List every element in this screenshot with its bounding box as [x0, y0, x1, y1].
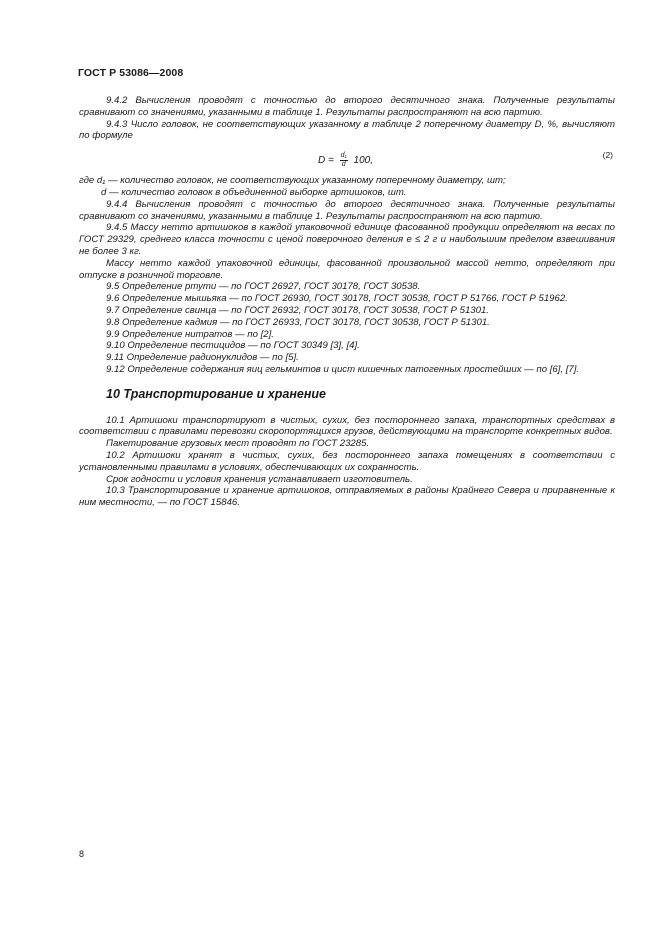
formula-numerator: d₁ [340, 152, 347, 160]
page-number: 8 [79, 849, 85, 859]
paragraph-9-10: 9.10 Определение пестицидов — по ГОСТ 30349 [3], [4]. [106, 340, 360, 352]
paragraph-10-1: 10.1 Артишоки транспортируют в чистых, сухих, без постороннего запаха, транспортных средствах в соответствии с правилами перевозки скоропортящихся грузов, действующими на транспорте конкретных видов. [79, 414, 615, 438]
paragraph-9-12: 9.12 Определение содержания яиц гельминтов и цист кишечных патогенных простейших — по [6], [7]. [106, 363, 580, 375]
formula-expression [318, 152, 373, 169]
paragraph-shelf-life: Срок годности и условия хранения устанавливает изготовитель. [106, 473, 413, 485]
formula-number: (2) [602, 150, 613, 161]
paragraph-9-4-4: 9.4.4 Вычисления проводят с точностью до второго десятичного знака. Полученные результаты сравнивают со значениями, указанными в таблице 1. Результаты распространяют на всю партию. [79, 198, 615, 222]
paragraph-9-5: 9.5 Определение ртути — по ГОСТ 26927, ГОСТ 30178, ГОСТ 30538. [106, 281, 421, 293]
formula-rhs: 100, [353, 155, 373, 167]
where-line-2: d — количество головок в объединенной выборке артишоков, шт. [101, 186, 407, 198]
paragraph-9-4-5: 9.4.5 Массу нетто артишоков в каждой упаковочной единице фасованной продукции определяют на весах по ГОСТ 29329, среднего класса точности с ценой поверочного деления е ≤ 2 г и наибольшим пределом взвешивания не более 3 кг. [79, 222, 615, 257]
formula-lhs: D = [318, 155, 334, 167]
paragraph-9-11: 9.11 Определение радионуклидов — по [5]. [106, 352, 299, 364]
paragraph-net-mass: Массу нетто каждой упаковочной единицы, фасованной произвольной массой нетто, определяют при отпуске в розничной торговле. [79, 257, 615, 281]
paragraph-9-8: 9.8 Определение кадмия — по ГОСТ 26933, ГОСТ 30178, ГОСТ 30538, ГОСТ Р 51301. [106, 316, 490, 328]
where-line-1: где d₁ — количество головок, не соответствующих указанному поперечному диаметру, шт; [79, 175, 506, 187]
paragraph-packaging: Пакетирование грузовых мест проводят по ГОСТ 23285. [106, 438, 370, 450]
paragraph-9-4-3: 9.4.3 Число головок, не соответствующих указанному в таблице 2 поперечному диаметру D, %, вычисляют по формуле [79, 118, 615, 142]
paragraph-9-9: 9.9 Определение нитратов — по [2]. [106, 328, 274, 340]
document-header: ГОСТ Р 53086—2008 [78, 67, 184, 79]
paragraph-9-4-2: 9.4.2 Вычисления проводят с точностью до второго десятичного знака. Полученные результаты сравнивают со значениями, указанными в таблице 1. Результаты распространяют на всю партию. [79, 95, 615, 118]
paragraph-9-7: 9.7 Определение свинца — по ГОСТ 26932, ГОСТ 30178, ГОСТ 30538, ГОСТ Р 51301. [106, 304, 489, 316]
paragraph-9-6: 9.6 Определение мышьяка — по ГОСТ 26930, ГОСТ 30178, ГОСТ 30538, ГОСТ Р 51766, ГОСТ Р 51962. [106, 293, 568, 305]
paragraph-10-3: 10.3 Транспортирование и хранение артишоков, отправляемых в районы Крайнего Севера и приравненные к ним местности, — по ГОСТ 15846. [79, 485, 615, 509]
section-title-10: 10 Транспортирование и хранение [106, 386, 326, 401]
paragraph-10-2: 10.2 Артишоки хранят в чистых, сухих, без постороннего запаха помещениях в соответствии с установленными правилами в условиях, обеспечивающих их сохранность. [79, 449, 615, 473]
formula-fraction [340, 152, 348, 169]
document-body [79, 95, 615, 509]
formula-denominator: d [341, 161, 346, 169]
formula-2 [79, 148, 615, 170]
